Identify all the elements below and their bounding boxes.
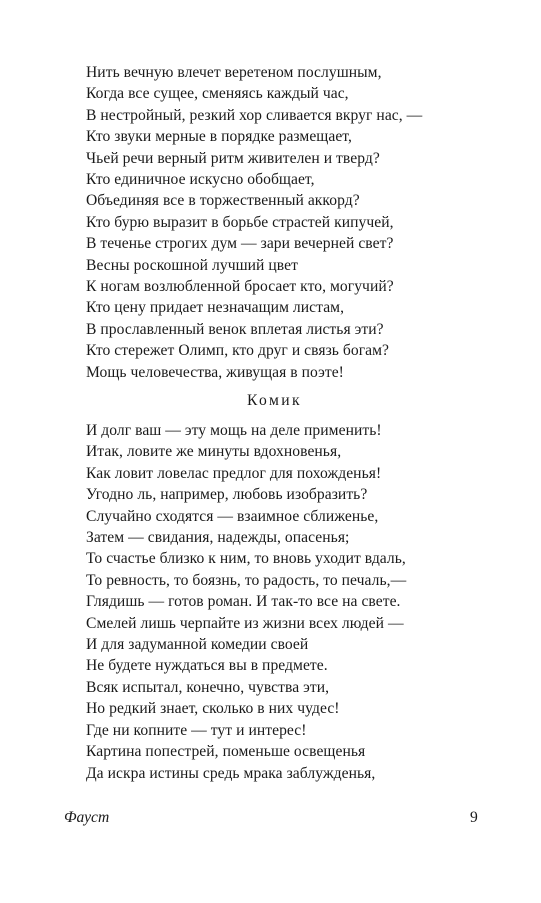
verse-line: Угодно ль, например, любовь изобразить?: [86, 486, 368, 504]
verse-line: Нить вечную влечет веретеном послушным,: [86, 64, 382, 81]
verse-line: Всяк испытал, конечно, чувства эти,: [86, 678, 330, 696]
verse-line: Затем — свидания, надежды, опасенья;: [86, 529, 350, 547]
verse-stanza-2: [86, 420, 406, 784]
verse-line: Когда все сущее, сменяясь каждый час,: [86, 85, 349, 103]
verse-line: Итак, ловите же минуты вдохновенья,: [86, 443, 342, 461]
verse-line: В прославленный венок вплетая листья эти?: [86, 320, 384, 338]
verse-line: Как ловит ловелас предлог для похожденья!: [86, 464, 382, 482]
verse-line: Кто цену придает незначащим листам,: [86, 299, 345, 317]
verse-line: К ногам возлюбленной бросает кто, могучий?: [86, 278, 394, 296]
verse-line: Кто единичное искусно обобщает,: [86, 171, 315, 189]
verse-line: Чьей речи верный ритм живителен и тверд?: [86, 149, 380, 167]
verse-line: И долг ваш — эту мощь на деле применить!: [86, 422, 382, 439]
verse-line: В нестройный, резкий хор сливается вкруг нас, —: [86, 106, 423, 124]
verse-stanza-1: [86, 62, 422, 383]
verse-line: Кто бурю выразит в борьбе страстей кипучей,: [86, 213, 394, 231]
verse-line: В теченье строгих дум — зари вечерней свет?: [86, 235, 394, 253]
verse-line: Глядишь — готов роман. И так-то все на свете.: [86, 593, 401, 611]
running-footer-title: Фауст: [64, 809, 110, 826]
speaker-heading: Комик: [247, 392, 302, 409]
verse-line: Мощь человечества, живущая в поэте!: [86, 363, 344, 381]
verse-line: Весны роскошной лучший цвет: [86, 256, 298, 274]
verse-line: Но редкий знает, сколько в них чудес!: [86, 700, 340, 718]
verse-line: Объединяя все в торжественный аккорд?: [86, 192, 360, 210]
verse-line: То счастье близко к ним, то вновь уходит вдаль,: [86, 550, 406, 568]
verse-line: Случайно сходятся — взаимное сближенье,: [86, 507, 379, 525]
verse-line: Смелей лишь черпайте из жизни всех людей —: [86, 614, 404, 632]
page-number: 9: [470, 809, 478, 826]
verse-line: Кто стережет Олимп, кто друг и связь богам?: [86, 342, 390, 360]
verse-line: И для задуманной комедии своей: [86, 636, 309, 654]
verse-line: Да искра истины средь мрака заблужденья,: [86, 764, 376, 782]
verse-line: То ревность, то боязнь, то радость, то печаль,—: [86, 571, 407, 589]
verse-line: Кто звуки мерные в порядке размещает,: [86, 128, 352, 146]
verse-line: Картина попестрей, поменьше освещенья: [86, 743, 366, 761]
verse-line: Где ни копните — тут и интерес!: [86, 721, 307, 739]
verse-line: Не будете нуждаться вы в предмете.: [86, 657, 328, 675]
